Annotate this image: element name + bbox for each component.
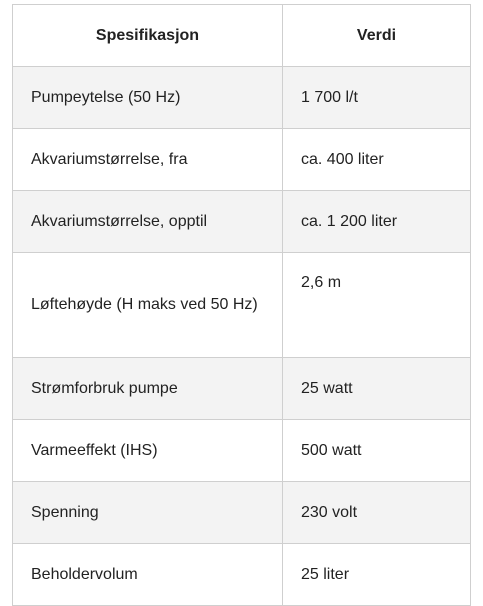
value-cell: 25 liter bbox=[283, 544, 471, 606]
value-cell: 1 700 l/t bbox=[283, 67, 471, 129]
table-row bbox=[13, 420, 471, 482]
spec-cell: Akvariumstørrelse, fra bbox=[13, 129, 283, 191]
table-row bbox=[13, 253, 471, 358]
table-row bbox=[13, 191, 471, 253]
spec-cell: Beholdervolum bbox=[13, 544, 283, 606]
value-cell: 230 volt bbox=[283, 482, 471, 544]
table-header-row bbox=[13, 5, 471, 67]
spec-cell: Varmeeffekt (IHS) bbox=[13, 420, 283, 482]
spec-table-container bbox=[12, 4, 470, 606]
value-cell: 2,6 m bbox=[283, 253, 471, 358]
value-cell: ca. 400 liter bbox=[283, 129, 471, 191]
table-row bbox=[13, 67, 471, 129]
value-cell: 500 watt bbox=[283, 420, 471, 482]
value-cell: ca. 1 200 liter bbox=[283, 191, 471, 253]
value-cell: 25 watt bbox=[283, 358, 471, 420]
spec-table bbox=[12, 4, 471, 606]
table-row bbox=[13, 358, 471, 420]
table-row bbox=[13, 482, 471, 544]
header-value: Verdi bbox=[283, 5, 471, 67]
spec-cell: Løftehøyde (H maks ved 50 Hz) bbox=[13, 253, 283, 358]
spec-cell: Spenning bbox=[13, 482, 283, 544]
table-row bbox=[13, 129, 471, 191]
spec-cell: Pumpeytelse (50 Hz) bbox=[13, 67, 283, 129]
spec-cell: Akvariumstørrelse, opptil bbox=[13, 191, 283, 253]
spec-cell: Strømforbruk pumpe bbox=[13, 358, 283, 420]
header-spec: Spesifikasjon bbox=[13, 5, 283, 67]
